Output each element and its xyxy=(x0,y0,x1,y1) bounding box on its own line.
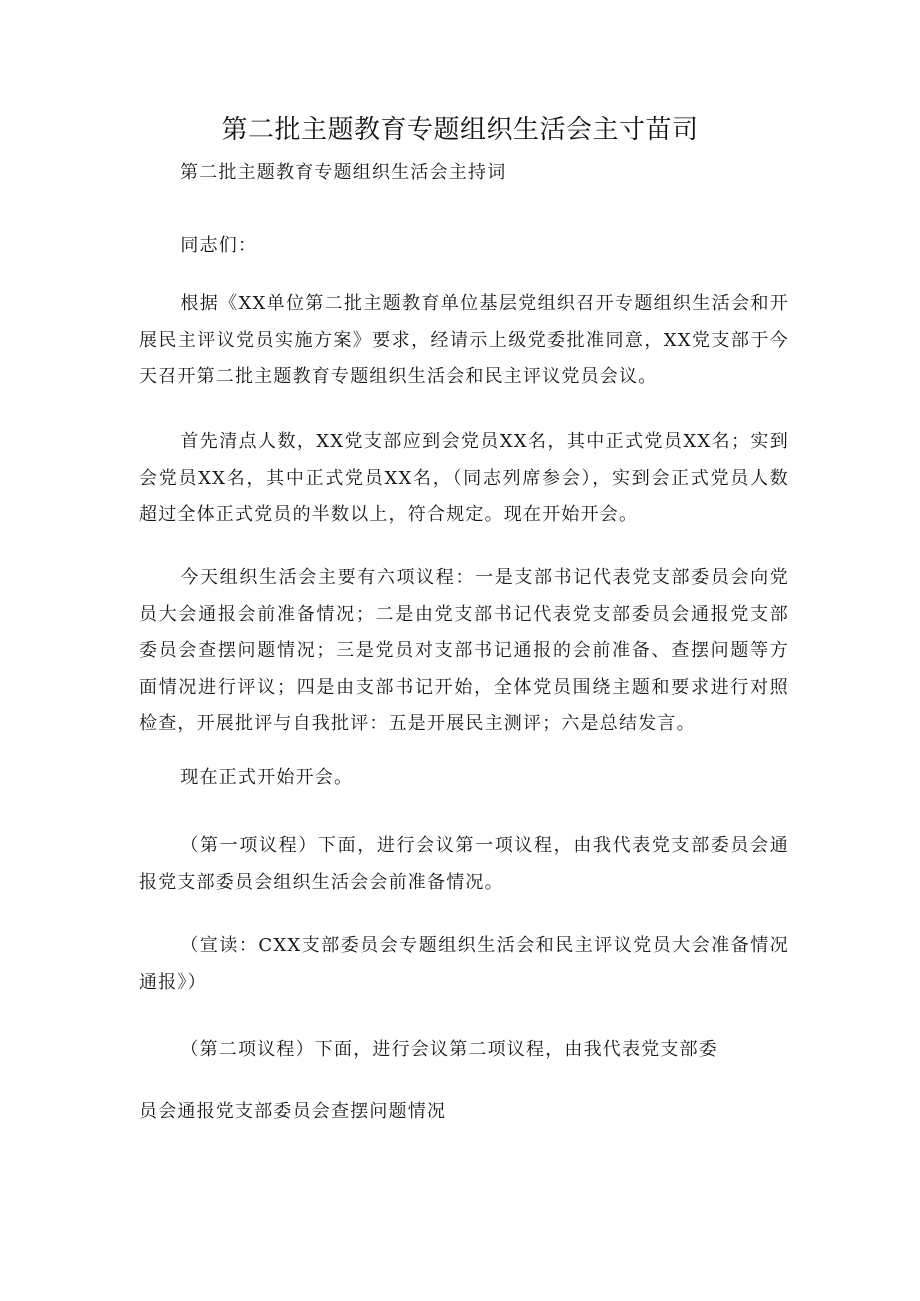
paragraph-attendance: 首先清点人数，XX党支部应到会党员XX名，其中正式党员XX名；实到会党员XX名，其中正式党员XX名，（同志列席参会），实到会正式党员人数超过全体正式党员的半数以上，符合规定。现在开始开会。 xyxy=(139,431,789,525)
paragraph-agenda-item-2-continued: 员会通报党支部委员会查摆问题情况 xyxy=(139,1101,447,1122)
paragraph-meeting-basis: 根据《XX单位第二批主题教育单位基层党组织召开专题组织生活会和开展民主评议党员实施方案》要求，经请示上级党委批准同意，XX党支部于今天召开第二批主题教育专题组织生活会和民主评议党员会议。 xyxy=(139,293,789,387)
paragraph-agenda-item-1: （第一项议程）下面，进行会议第一项议程，由我代表党支部委员会通报党支部委员会组织生活会会前准备情况。 xyxy=(139,835,789,893)
document-subtitle: 第二批主题教育专题组织生活会主持词 xyxy=(180,162,507,183)
document-title: 第二批主题教育专题组织生活会主寸苗司 xyxy=(221,115,699,145)
paragraph-reading-note: （宣读：CXX支部委员会专题组织生活会和民主评议党员大会准备情况通报》） xyxy=(139,935,789,993)
paragraph-greeting: 同志们： xyxy=(180,235,258,256)
paragraph-agenda-item-2: （第二项议程）下面，进行会议第二项议程，由我代表党支部委 xyxy=(180,1039,718,1060)
paragraph-start: 现在正式开始开会。 xyxy=(180,767,354,788)
paragraph-agenda: 今天组织生活会主要有六项议程：一是支部书记代表党支部委员会向党员大会通报会前准备情况；二是由党支部书记代表党支部委员会通报党支部委员会查摆问题情况；三是党员对支部书记通报的会前准备、查摆问题等方面情况进行评议；四是由支部书记开始，全体党员围绕主题和要求进行对照检查，开展批评与自我批评：五是开展民主测评；六是总结发言。 xyxy=(139,567,789,734)
